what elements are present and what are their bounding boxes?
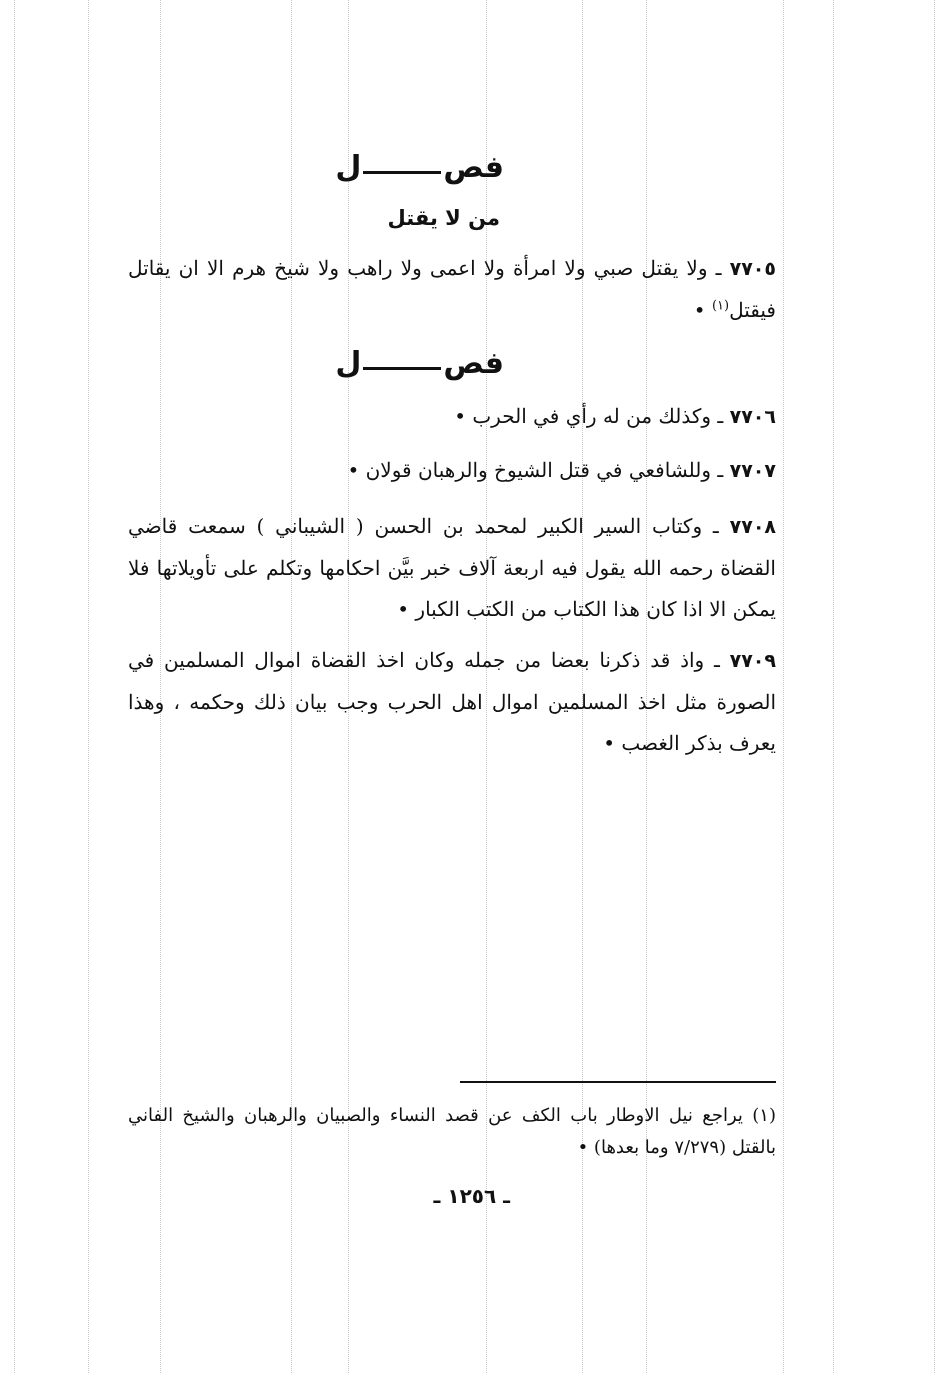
paragraph-7706: [128, 396, 776, 438]
page-number: ـ ١٢٥٦ ـ: [433, 1184, 510, 1208]
scan-line: [783, 0, 784, 1373]
paragraph-7709: [128, 640, 776, 764]
footnote-text: يراجع نيل الاوطار باب الكف عن قصد النساء والصبيان والرهبان والشيخ الفاني بالقتل (٧/٢٧٩ وما بعدها) •: [128, 1105, 776, 1158]
paragraph-7708: [128, 506, 776, 630]
paragraph-text: ـ واذ قد ذكرنا بعضا من جمله وكان اخذ القضاة اموال المسلمين في الصورة مثل اخذ المسلمين اموال اهل الحرب وجب بيان ذلك وحكمه ، وهذا يعرف بذكر الغصب •: [128, 648, 776, 755]
section-title-start: فص: [443, 150, 504, 185]
section-title-tatweel: [363, 367, 441, 370]
footnote-marker: (١): [752, 1105, 776, 1126]
footnote-reference: (١): [711, 298, 730, 314]
section-title-tatweel: [363, 171, 441, 174]
paragraph-7707: [128, 450, 776, 492]
section-subheading: من لا يقتل: [387, 206, 500, 230]
paragraph-number: ٧٧٠٦: [729, 406, 776, 428]
paragraph-text: ـ وللشافعي في قتل الشيوخ والرهبان قولان •: [347, 458, 724, 482]
section-title-start: فص: [443, 346, 504, 381]
scan-line: [833, 0, 834, 1373]
footnote: [128, 1100, 776, 1164]
paragraph-number: ٧٧٠٧: [729, 460, 776, 482]
scan-line: [14, 0, 15, 1373]
section-title-1: [335, 150, 504, 185]
paragraph-text: ـ وكتاب السير الكبير لمحمد بن الحسن ( الشيباني ) سمعت قاضي القضاة رحمه الله يقول فيه اربعة آلاف خبر بيَّن احكامها وتكلم على تأويلاتها فلا يمكن الا اذا كان هذا الكتاب من الكتب الكبار •: [128, 514, 776, 621]
section-title-2: [335, 346, 504, 381]
paragraph-text: ـ وكذلك من له رأي في الحرب •: [454, 404, 724, 428]
paragraph-end-mark: •: [693, 298, 712, 322]
section-title-end: ل: [335, 346, 362, 381]
paragraph-7705: [128, 248, 776, 331]
paragraph-number: ٧٧٠٥: [729, 258, 776, 280]
section-title-end: ل: [335, 150, 362, 185]
paragraph-number: ٧٧٠٩: [729, 650, 776, 672]
scan-line: [934, 0, 935, 1373]
paragraph-number: ٧٧٠٨: [729, 516, 777, 538]
footnote-separator: [460, 1081, 776, 1083]
scan-line: [88, 0, 89, 1373]
paragraph-text: ـ ولا يقتل صبي ولا امرأة ولا اعمى ولا راهب ولا شيخ هرم الا ان يقاتل فيقتل: [128, 256, 776, 322]
document-page: [128, 0, 776, 1373]
